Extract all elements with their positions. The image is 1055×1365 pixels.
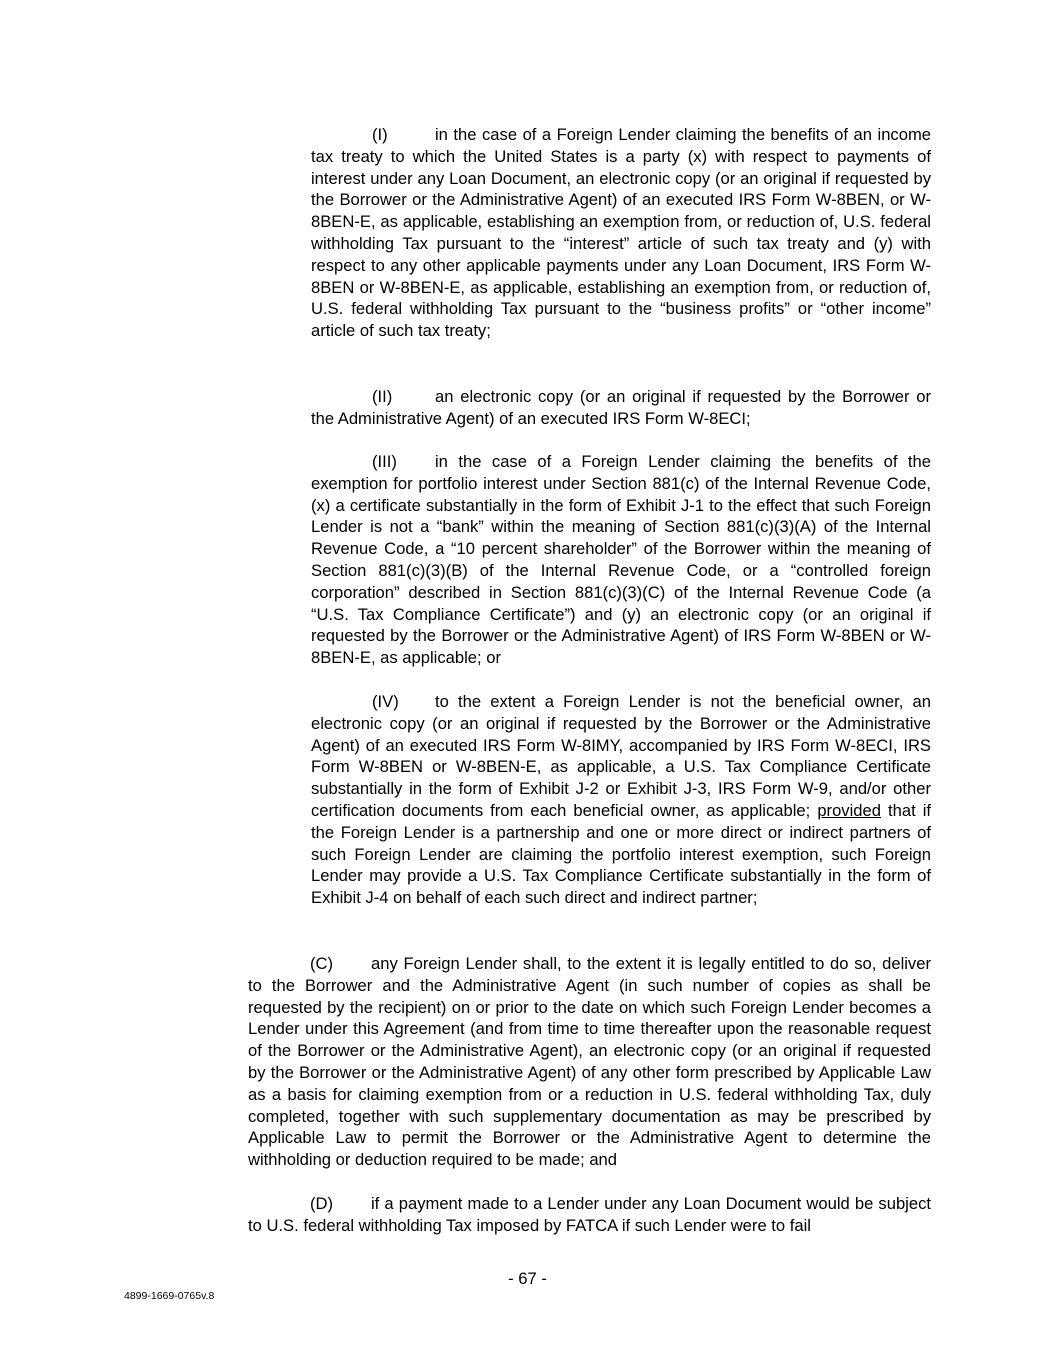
paragraph-I bbox=[311, 124, 931, 342]
page-number: - 67 - bbox=[508, 1269, 547, 1288]
paragraph-C bbox=[248, 953, 931, 1171]
paragraph-label: (IV) bbox=[372, 692, 399, 711]
document-id: 4899-1669-0765v.8 bbox=[124, 1290, 215, 1302]
paragraph-text: if a payment made to a Lender under any Loan Document would be subject to U.S. federal withholding Tax imposed by FATCA if such Lender were to fail bbox=[248, 1194, 931, 1235]
paragraph-text: in the case of a Foreign Lender claiming the benefits of an income tax treaty to which the United States is a party (x) with respect to payments of interest under any Loan Document, an electronic copy (or an original if requested by the Borrower or the Administrative Agent) of an executed IRS Form W-8BEN, or W-8BEN-E, as applicable, establishing an exemption from, or reduction of, U.S. federal withholding Tax pursuant to the “interest” article of such tax treaty and (y) with respect to any other applicable payments under any Loan Document, IRS Form W-8BEN or W-8BEN-E, as applicable, establishing an exemption from, or reduction of, U.S. federal withholding Tax pursuant to the “business profits” or “other income” article of such tax treaty; bbox=[311, 125, 931, 341]
paragraph-IV bbox=[311, 691, 931, 909]
paragraph-label: (II) bbox=[372, 387, 393, 406]
paragraph-label: (I) bbox=[372, 125, 388, 144]
paragraph-III bbox=[311, 451, 931, 669]
paragraph-D bbox=[248, 1193, 931, 1237]
paragraph-text: any Foreign Lender shall, to the extent it is legally entitled to do so, deliver to the Borrower and the Administrative Agent (in such number of copies as shall be requested by the recipient) on or prior to the date on which such Foreign Lender becomes a Lender under this Agreement (and from time to time thereafter upon the reasonable request of the Borrower or the Administrative Agent), an electronic copy (or an original if requested by the Borrower or the Administrative Agent) of any other form prescribed by Applicable Law as a basis for claiming exemption from or a reduction in U.S. federal withholding Tax, duly completed, together with such supplementary documentation as may be prescribed by Applicable Law to permit the Borrower or the Administrative Agent to determine the withholding or deduction required to be made; and bbox=[248, 954, 931, 1170]
provided-term: provided bbox=[817, 800, 881, 820]
paragraph-label: (C) bbox=[310, 954, 334, 973]
paragraph-label: (D) bbox=[310, 1194, 334, 1213]
paragraph-text: an electronic copy (or an original if requested by the Borrower or the Administrative Agent) of an executed IRS Form W-8ECI; bbox=[311, 387, 931, 428]
paragraph-text: in the case of a Foreign Lender claiming the benefits of the exemption for portfolio interest under Section 881(c) of the Internal Revenue Code, (x) a certificate substantially in the form of Exhibit J-1 to the effect that such Foreign Lender is not a “bank” within the meaning of Section 881(c)(3)(A) of the Internal Revenue Code, a “10 percent shareholder” of the Borrower within the meaning of Section 881(c)(3)(B) of the Internal Revenue Code, or a “controlled foreign corporation” described in Section 881(c)(3)(C) of the Internal Revenue Code (a “U.S. Tax Compliance Certificate”) and (y) an electronic copy (or an original if requested by the Borrower or the Administrative Agent) of IRS Form W-8BEN or W-8BEN-E, as applicable; or bbox=[311, 452, 931, 668]
paragraph-label: (III) bbox=[372, 452, 397, 471]
paragraph-text: to the extent a Foreign Lender is not the beneficial owner, an electronic copy (or an original if requested by the Borrower or the Administrative Agent) of an executed IRS Form W-8IMY, accompanied by IRS Form W-8ECI, IRS Form W-8BEN or W-8BEN-E, as applicable, a U.S. Tax Compliance Certificate substantially in the form of Exhibit J-2 or Exhibit J-3, IRS Form W-9, and/or other certification documents from each beneficial owner, as applicable; bbox=[311, 692, 931, 820]
paragraph-II bbox=[311, 386, 931, 430]
paragraph-text: that if the Foreign Lender is a partnership and one or more direct or indirect partners of such Foreign Lender are claiming the portfolio interest exemption, such Foreign Lender may provide a U.S. Tax Compliance Certificate substantially in the form of Exhibit J-4 on behalf of each such direct and indirect partner; bbox=[311, 800, 931, 908]
